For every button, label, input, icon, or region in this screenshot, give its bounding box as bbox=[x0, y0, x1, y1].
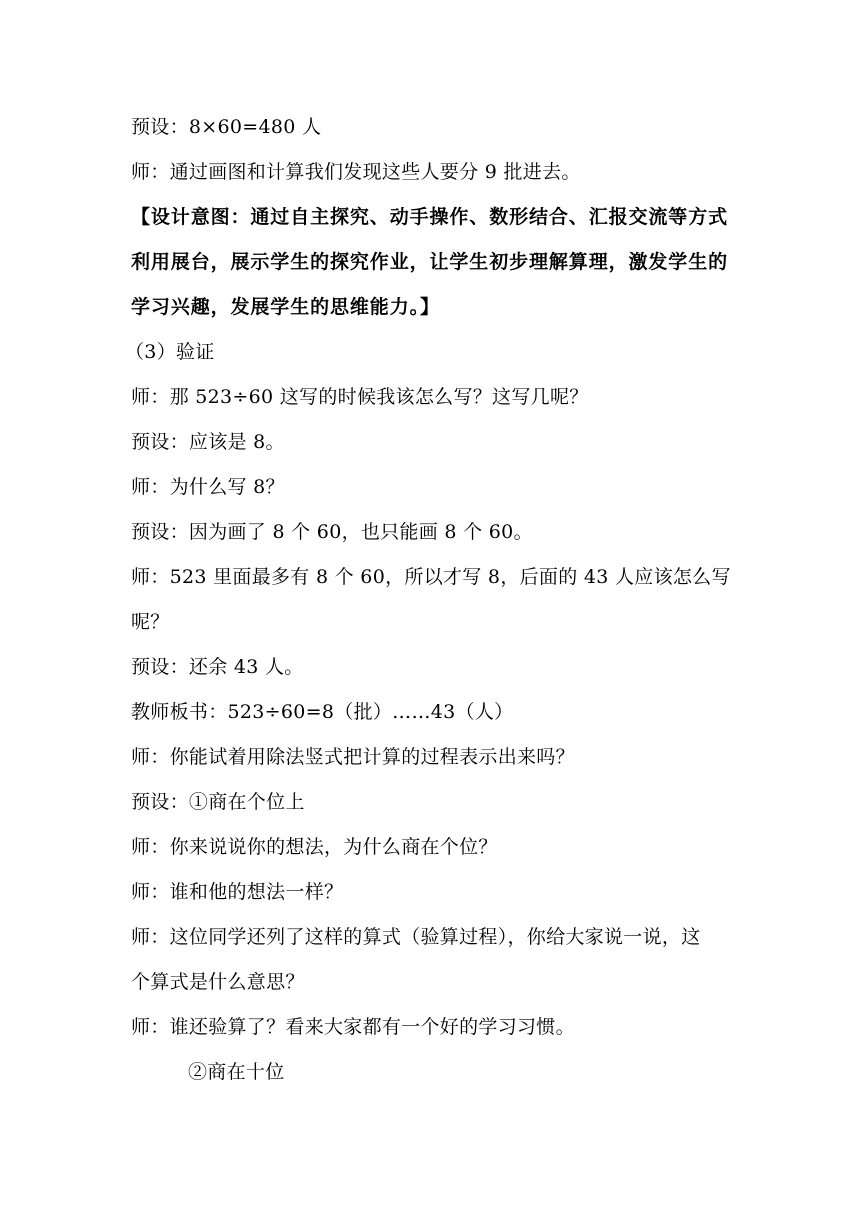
text-line: 预设：①商在个位上 bbox=[131, 791, 305, 813]
text-line: 预设：还余 43 人。 bbox=[131, 656, 304, 678]
text-line: 师：你能试着用除法竖式把计算的过程表示出来吗？ bbox=[131, 746, 575, 768]
text-line: ②商在十位 bbox=[188, 1061, 285, 1083]
text-line: 师：这位同学还列了这样的算式（验算过程），你给大家说一说，这 bbox=[131, 926, 701, 948]
text-line: 师：你来说说你的想法，为什么商在个位？ bbox=[131, 836, 498, 858]
text-line: 师：为什么写 8？ bbox=[131, 476, 285, 498]
text-line: 师：523 里面最多有 8 个 60，所以才写 8，后面的 43 人应该怎么写 bbox=[131, 566, 731, 588]
text-line: 师：谁还验算了？看来大家都有一个好的学习习惯。 bbox=[131, 1016, 575, 1038]
text-line: 呢？ bbox=[131, 611, 170, 633]
text-line: 个算式是什么意思？ bbox=[131, 971, 305, 993]
design-intent-line: 学习兴趣，发展学生的思维能力。】 bbox=[131, 296, 440, 318]
text-line: 师：谁和他的想法一样？ bbox=[131, 881, 344, 903]
text-line: 师：那 523÷60 这写的时候我该怎么写？这写几呢？ bbox=[131, 386, 589, 408]
design-intent-line: 【设计意图：通过自主探究、动手操作、数形结合、汇报交流等方式 bbox=[131, 206, 729, 228]
text-line: 预设：应该是 8。 bbox=[131, 431, 285, 453]
text-line: 预设：因为画了 8 个 60，也只能画 8 个 60。 bbox=[131, 521, 533, 543]
text-line: 师：通过画图和计算我们发现这些人要分 9 批进去。 bbox=[131, 161, 581, 183]
design-intent-line: 利用展台，展示学生的探究作业，让学生初步理解算理，激发学生的 bbox=[131, 251, 729, 273]
text-line: 教师板书：523÷60=8（批）……43（人） bbox=[131, 701, 514, 723]
section-heading: （3）验证 bbox=[125, 341, 215, 363]
text-line: 预设：8×60=480 人 bbox=[131, 116, 322, 138]
